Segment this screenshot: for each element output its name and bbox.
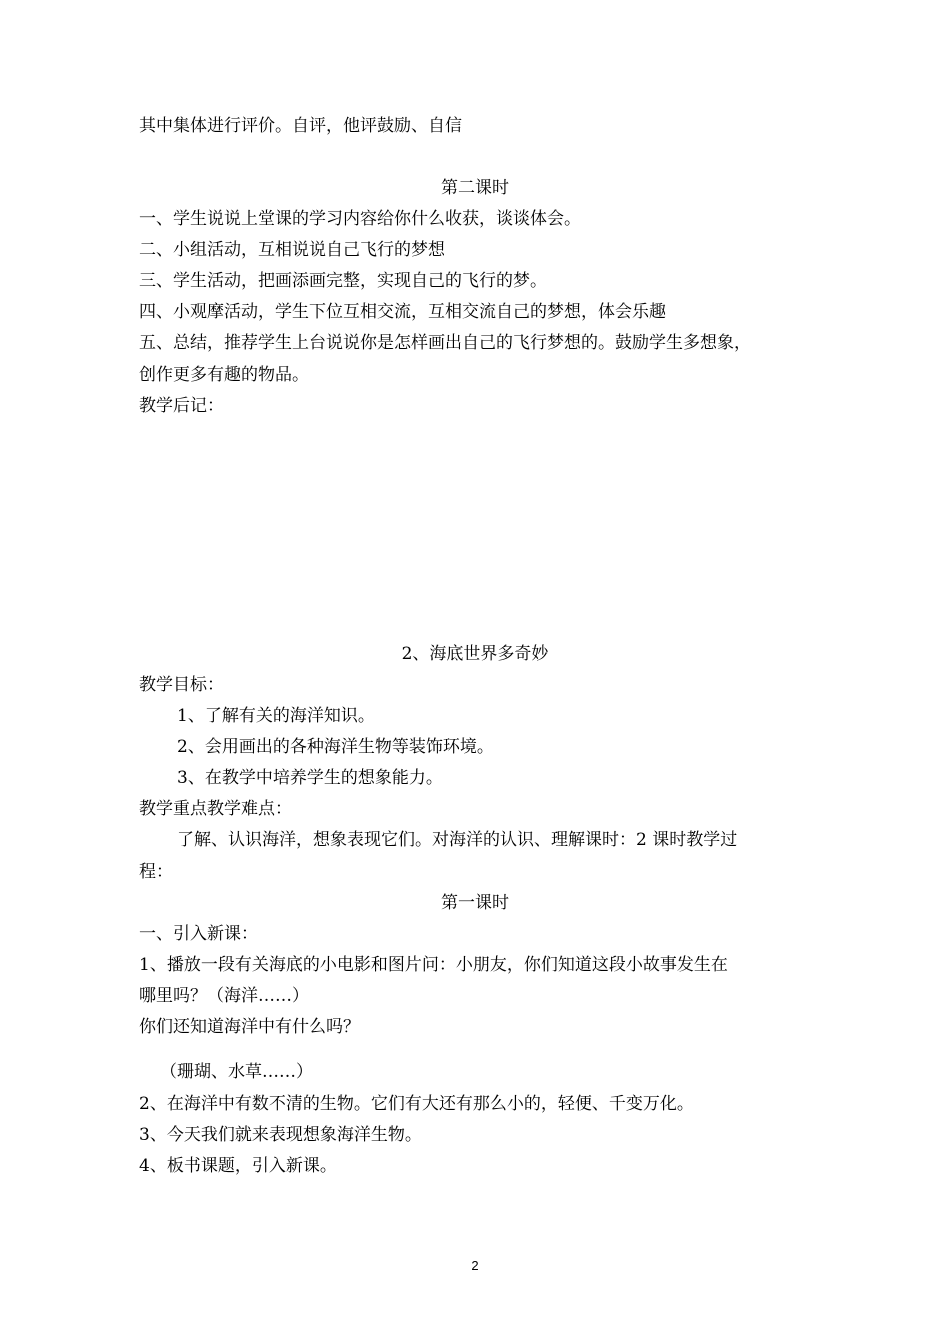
key-points-line2: 程： [139,862,173,882]
postscript-label: 教学后记： [139,396,224,416]
intro-1a: 1、播放一段有关海底的小电影和图片问：小朋友，你们知道这段小故事发生在 [139,955,728,975]
step-5-cont: 创作更多有趣的物品。 [139,365,309,385]
step-5: 五、总结，推荐学生上台说说你是怎样画出自己的飞行梦想的。鼓励学生多想象， [139,333,751,353]
step-3: 三、学生活动，把画添画完整，实现自己的飞行的梦。 [139,271,547,291]
intro-1b: 哪里吗？（海洋……） [139,986,309,1006]
intro-answer: （珊瑚、水草……） [160,1062,313,1082]
intro-3: 3、今天我们就来表现想象海洋生物。 [139,1125,422,1145]
objectives-label: 教学目标： [139,675,224,695]
section2-title: 2、海底世界多奇妙 [401,644,549,664]
intro-label: 一、引入新课： [139,924,258,944]
objective-2: 2、会用画出的各种海洋生物等装饰环境。 [177,737,494,757]
page-number: 2 [471,1258,479,1273]
intro-4: 4、板书课题，引入新课。 [139,1156,337,1176]
intro-2: 2、在海洋中有数不清的生物。它们有大还有那么小的，轻便、千变万化。 [139,1094,694,1114]
key-points-line1: 了解、认识海洋，想象表现它们。对海洋的认识、理解课时：2 课时教学过 [177,830,738,850]
lesson1-title: 第一课时 [441,893,509,913]
key-points-label: 教学重点教学难点： [139,799,292,819]
step-1: 一、学生说说上堂课的学习内容给你什么收获，谈谈体会。 [139,209,581,229]
step-2: 二、小组活动，互相说说自己飞行的梦想 [139,240,445,260]
lesson2-title: 第二课时 [441,178,509,198]
intro-question: 你们还知道海洋中有什么吗？ [139,1017,360,1037]
objective-1: 1、了解有关的海洋知识。 [177,706,375,726]
objective-3: 3、在教学中培养学生的想象能力。 [177,768,443,788]
evaluation-line: 其中集体进行评价。自评，他评鼓励、自信 [139,116,462,136]
step-4: 四、小观摩活动，学生下位互相交流，互相交流自己的梦想，体会乐趣 [139,302,666,322]
